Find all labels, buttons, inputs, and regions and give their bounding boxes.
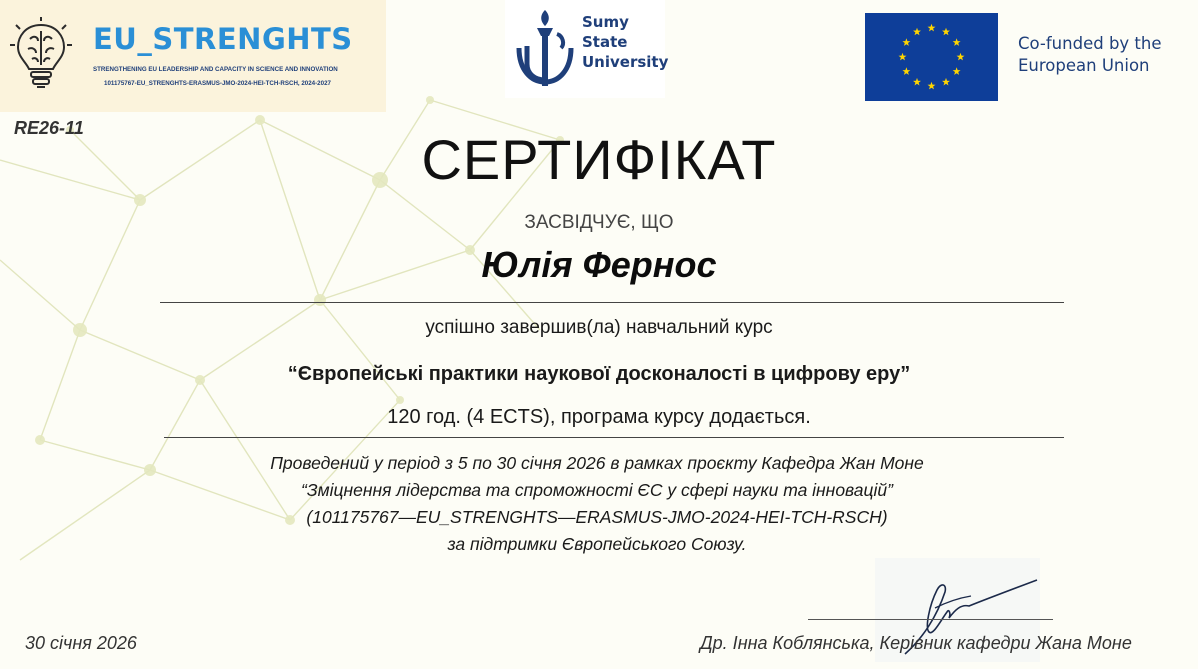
course-hours: 120 год. (4 ECTS), програма курсу додається.	[387, 406, 811, 428]
project-info-line-2: “Зміцнення лідерства та спроможності ЄС у сфері науки та інновацій”	[301, 480, 893, 500]
lightbulb-brain-icon	[8, 17, 74, 91]
sumy-state-university-logo	[505, 0, 669, 98]
issue-date: 30 січня 2026	[25, 633, 137, 653]
project-logo-subtitle: STRENGTHENING EU LEADERSHIP AND CAPACITY IN SCIENCE AND INNOVATION	[93, 66, 338, 73]
project-logo-code: 101175767-EU_STRENGHTS-ERASMUS-JMO-2024-HEI-TCH-RSCH, 2024-2027	[104, 80, 331, 87]
certificate-id: RE26-11	[14, 118, 84, 138]
certifies-text: ЗАСВІДЧУЄ, ЩО	[524, 212, 674, 233]
project-logo-title: EU_STRENGHTS	[93, 22, 353, 56]
eu-flag-icon	[865, 13, 998, 101]
cofunded-line-1: Co-funded by the	[1018, 34, 1162, 53]
course-title: “Європейські практики наукової досконалості в цифрову еру”	[287, 363, 911, 385]
sumy-torch-emblem-icon	[513, 8, 577, 92]
project-info-line-3: (101175767—EU_STRENGHTS—ERASMUS-JMO-2024-HEI-TCH-RSCH)	[306, 507, 888, 527]
divider-top	[160, 302, 1064, 303]
cofunded-label	[1018, 33, 1162, 77]
certificate-title: СЕРТИФІКАТ	[421, 128, 777, 191]
project-info-line-1: Проведений у період з 5 по 30 січня 2026 в рамках проєкту Кафедра Жан Моне	[270, 453, 924, 473]
eu-strenghts-logo	[0, 0, 386, 112]
university-name-line-3: University	[582, 53, 669, 71]
project-info-line-4: за підтримки Європейського Союзу.	[447, 534, 747, 554]
recipient-name: Юлія Фернос	[481, 244, 717, 285]
cofunded-line-2: European Union	[1018, 56, 1150, 75]
completed-text: успішно завершив(ла) навчальний курс	[425, 317, 773, 338]
divider-bottom	[164, 437, 1064, 438]
project-info	[0, 450, 1194, 558]
university-name-line-2: State	[582, 33, 628, 51]
signature-line	[808, 619, 1053, 620]
university-name-line-1: Sumy	[582, 13, 629, 31]
signatory: Др. Інна Коблянська, Керівник кафедри Жана Моне	[700, 633, 1132, 653]
